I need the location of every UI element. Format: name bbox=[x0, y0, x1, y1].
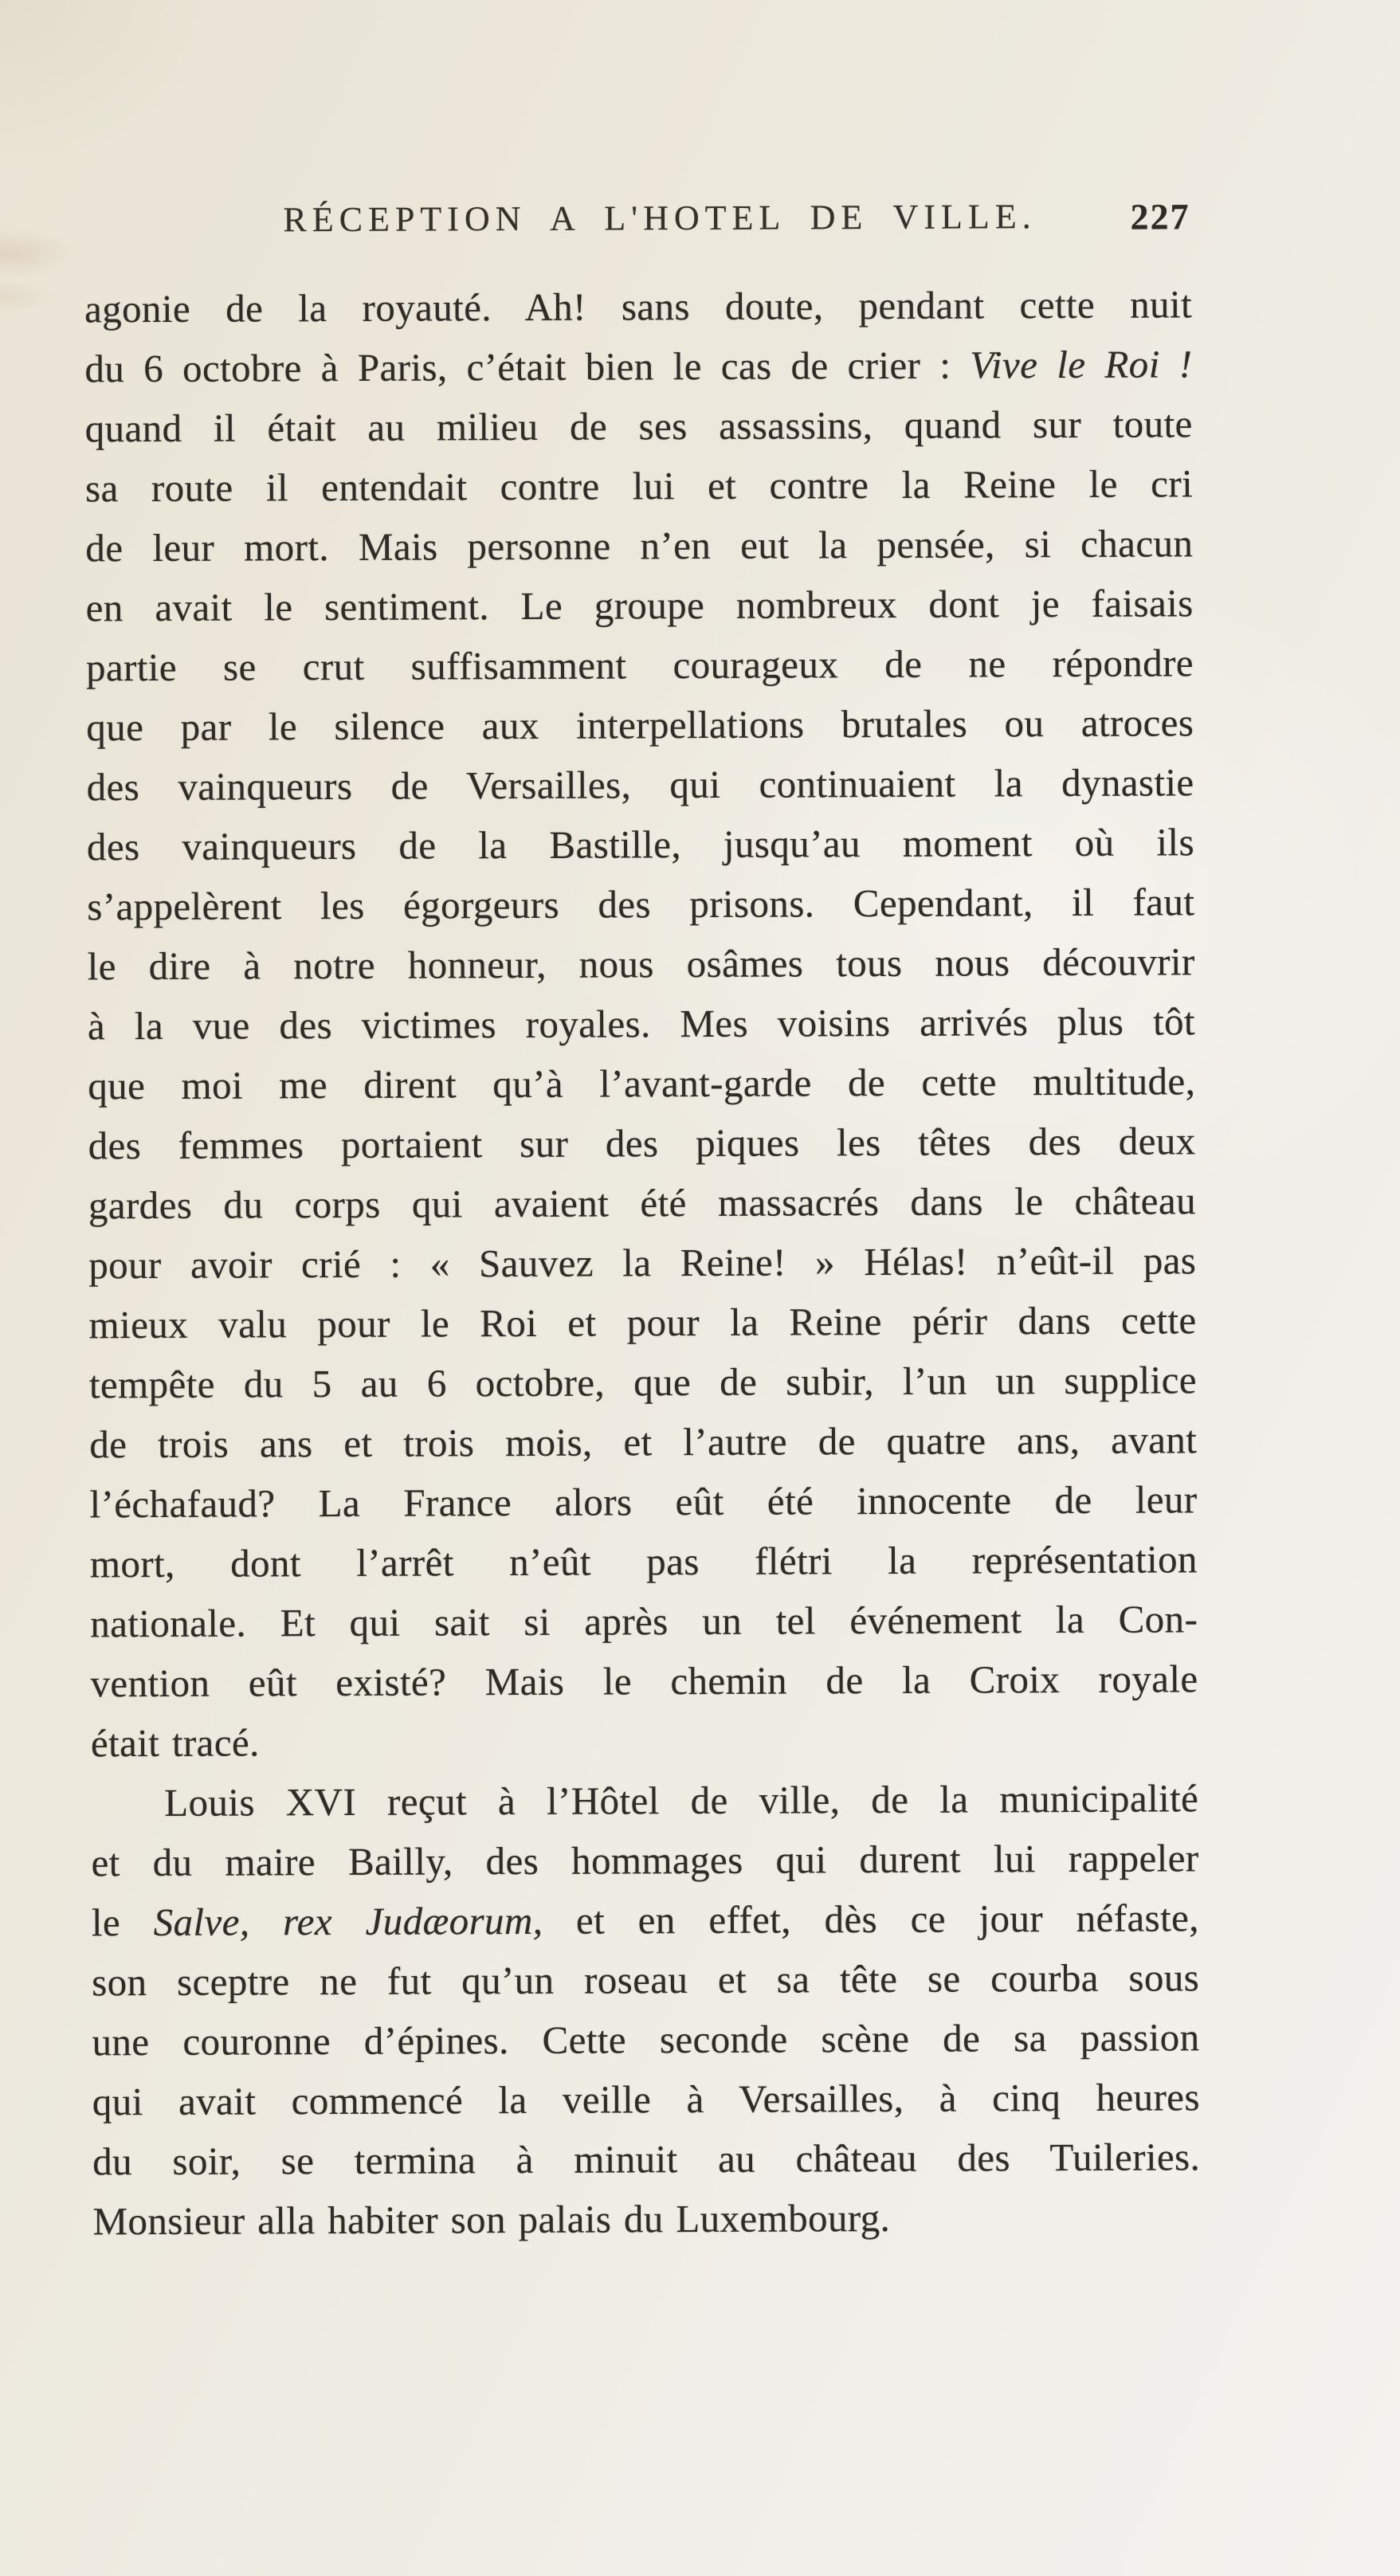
text-line bbox=[86, 692, 1194, 757]
running-head bbox=[84, 195, 1191, 248]
text-segment: l’échafaud? La France alors eût été innocente de leur bbox=[89, 1477, 1198, 1527]
text-line bbox=[92, 2186, 1200, 2251]
text-segment: à la vue des victimes royales. Mes voisins arrivés plus tôt bbox=[87, 999, 1196, 1049]
text-segment: de trois ans et trois mois, et l’autre de quatre ans, avant bbox=[89, 1417, 1198, 1467]
text-line bbox=[91, 1708, 1198, 1773]
text-line bbox=[84, 274, 1192, 339]
text-segment: qui avait commencé la veille à Versailles, à cinq heures bbox=[92, 2075, 1200, 2124]
text-line bbox=[90, 1649, 1198, 1713]
text-line bbox=[92, 2007, 1199, 2072]
text-line bbox=[90, 1589, 1198, 1653]
text-line bbox=[86, 573, 1194, 637]
text-line bbox=[85, 394, 1193, 458]
text-segment: une couronne d’épines. Cette seconde scène de sa passion bbox=[92, 2015, 1200, 2064]
text-segment: des femmes portaient sur des piques les têtes des deux bbox=[88, 1119, 1196, 1168]
text-segment: que moi me dirent qu’à l’avant-garde de cette multitude, bbox=[88, 1059, 1196, 1108]
text-line bbox=[88, 991, 1195, 1056]
text-line bbox=[87, 872, 1194, 936]
text-segment: Monsieur alla habiter son palais du Luxembourg. bbox=[92, 2195, 891, 2244]
text-segment: le bbox=[91, 1900, 154, 1945]
italic-phrase: Vive le Roi ! bbox=[970, 342, 1193, 387]
text-segment: sa route il entendait contre lui et contre la Reine le cri bbox=[84, 461, 1194, 511]
text-segment: gardes du corps qui avaient été massacrés dans le château bbox=[88, 1178, 1197, 1228]
text-segment: était tracé. bbox=[90, 1720, 260, 1766]
text-line bbox=[90, 1529, 1198, 1594]
text-segment: tempête du 5 au 6 octobre, que de subir, l’un un supplice bbox=[88, 1358, 1198, 1407]
text-line bbox=[92, 2127, 1200, 2191]
text-segment: mort, dont l’arrêt n’eût pas flétri la représentation bbox=[89, 1537, 1198, 1586]
text-segment: agonie de la royauté. Ah! sans doute, pendant cette nuit bbox=[84, 282, 1193, 331]
text-line bbox=[86, 752, 1194, 817]
text-line bbox=[85, 513, 1193, 578]
italic-phrase: Salve, rex Judæorum, bbox=[153, 1898, 543, 1945]
text-segment: son sceptre ne fut qu’un roseau et sa tête se courba sous bbox=[92, 1955, 1200, 2005]
text-line bbox=[89, 1350, 1197, 1414]
text-segment: Louis XVI reçut à l’Hôtel de ville, de la municipalité bbox=[164, 1776, 1199, 1825]
text-line bbox=[88, 1170, 1196, 1235]
text-segment: s’appelèrent les égorgeurs des prisons. Cependant, il faut bbox=[87, 880, 1195, 929]
text-segment: vention eût existé? Mais le chemin de la Croix royale bbox=[90, 1657, 1198, 1706]
text-segment: et du maire Bailly, des hommages qui durent lui rappeler bbox=[91, 1836, 1199, 1885]
text-line bbox=[87, 931, 1194, 996]
text-segment: des vainqueurs de la Bastille, jusqu’au moment où ils bbox=[86, 820, 1195, 869]
text-line bbox=[88, 1230, 1196, 1295]
text-line bbox=[92, 1947, 1199, 2012]
text-line bbox=[92, 2067, 1200, 2131]
text-line bbox=[92, 1888, 1199, 1952]
text-line bbox=[87, 812, 1194, 876]
text-line bbox=[86, 633, 1194, 697]
text-line bbox=[88, 1111, 1195, 1175]
text-line bbox=[91, 1768, 1198, 1833]
text-segment: partie se crut suffisamment courageux de ne répondre bbox=[85, 641, 1194, 690]
running-header-title: RÉCEPTION A L'HOTEL DE VILLE. bbox=[283, 197, 1037, 240]
text-line bbox=[89, 1410, 1197, 1474]
text-segment: en avait le sentiment. Le groupe nombreux dont je faisais bbox=[85, 581, 1194, 630]
text-line bbox=[88, 1051, 1195, 1115]
page-body-text bbox=[84, 274, 1201, 2251]
text-segment: du 6 octobre à Paris, c’était bien le cas de crier : bbox=[84, 343, 971, 391]
text-segment: des vainqueurs de Versailles, qui continuaient la dynastie bbox=[86, 760, 1194, 810]
page-number: 227 bbox=[1130, 196, 1190, 237]
text-segment: du soir, se termina à minuit au château des Tuileries. bbox=[92, 2135, 1201, 2184]
text-line bbox=[89, 1469, 1197, 1534]
text-line bbox=[88, 1290, 1196, 1355]
text-segment: mieux valu pour le Roi et pour la Reine périr dans cette bbox=[88, 1298, 1197, 1347]
text-segment: le dire à notre honneur, nous osâmes tous nous découvrir bbox=[87, 939, 1195, 989]
text-segment: pour avoir crié : « Sauvez la Reine! » Hélas! n’eût-il pas bbox=[88, 1238, 1197, 1288]
text-segment: nationale. Et qui sait si après un tel événement la Con- bbox=[90, 1597, 1198, 1646]
text-segment: de leur mort. Mais personne n’en eut la pensée, si chacun bbox=[85, 521, 1194, 570]
text-line bbox=[91, 1828, 1198, 1892]
text-line bbox=[85, 453, 1193, 518]
text-line bbox=[84, 334, 1192, 398]
text-segment: que par le silence aux interpellations brutales ou atroces bbox=[86, 700, 1194, 750]
text-segment: et en effet, dès ce jour néfaste, bbox=[543, 1896, 1200, 1943]
text-segment: quand il était au milieu de ses assassins, quand sur toute bbox=[84, 402, 1193, 451]
